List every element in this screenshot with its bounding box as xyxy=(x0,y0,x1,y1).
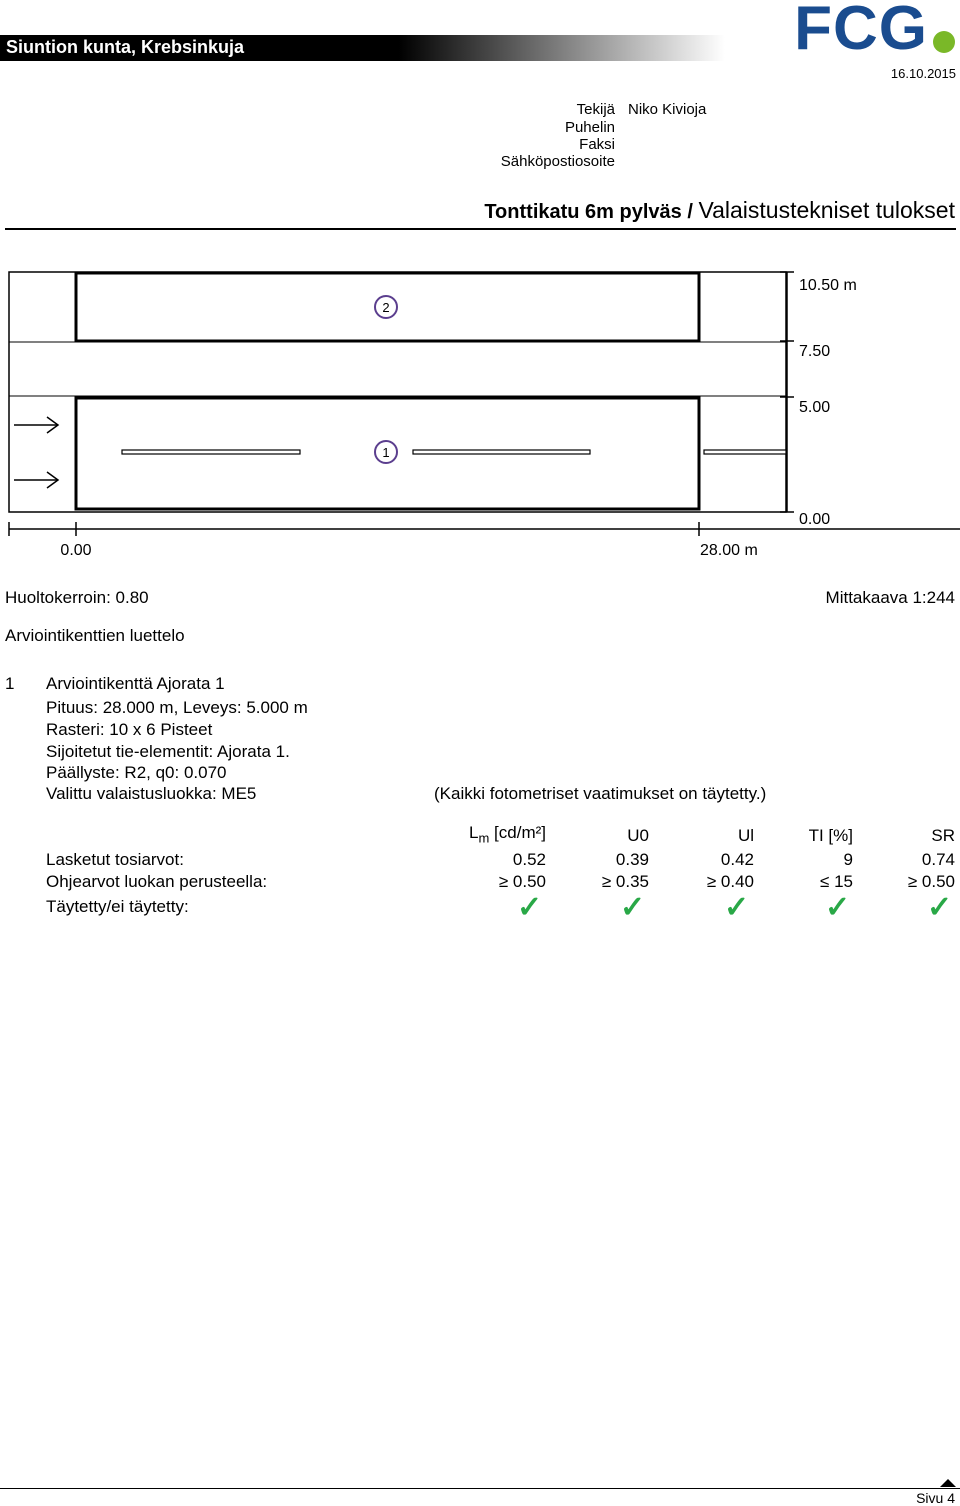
title-part-1: Tonttikatu 6m pylväs / xyxy=(484,201,699,223)
x-label-28-00: 28.00 m xyxy=(700,542,758,559)
y-label-7-50: 7.50 xyxy=(799,343,831,360)
y-label-5-00: 5.00 xyxy=(799,399,831,416)
title-part-2: Valaistustekniset tulokset xyxy=(698,197,955,223)
project-title: Siuntion kunta, Krebsinkuja xyxy=(6,37,245,57)
req-u0: ≥ 0.35 xyxy=(601,872,649,891)
req-ti: ≤ 15 xyxy=(820,872,853,891)
header-u0: U0 xyxy=(627,826,649,845)
y-label-0-00: 0.00 xyxy=(799,511,831,528)
requirements-note: (Kaikki fotometriset vaatimukset on täytetty.) xyxy=(434,784,767,803)
req-lm: ≥ 0.50 xyxy=(498,872,546,891)
check-icon: ✓ xyxy=(927,891,953,924)
header-lm xyxy=(469,823,546,845)
lm-subscript: m xyxy=(478,830,490,846)
luminaire-1 xyxy=(122,450,300,454)
calc-u0: 0.39 xyxy=(615,850,649,869)
field-detail: Valittu valaistusluokka: ME5 xyxy=(46,784,257,803)
lm-unit: [cd/m²] xyxy=(489,823,546,842)
author-label: Tekijä xyxy=(576,101,615,118)
page-number: Sivu 4 xyxy=(916,1490,955,1506)
check-icon: ✓ xyxy=(724,891,750,924)
fcg-logo: FCG xyxy=(794,0,928,63)
luminaire-3 xyxy=(704,450,786,454)
header-ti: TI [%] xyxy=(808,826,853,845)
row-label-required: Ohjearvot luokan perusteella: xyxy=(46,872,268,891)
row-label-calculated: Lasketut tosiarvot: xyxy=(46,850,184,869)
footer-line xyxy=(0,1488,960,1489)
lm-symbol: L xyxy=(469,823,479,842)
maintenance-factor: Huoltokerroin: 0.80 xyxy=(5,588,149,607)
field-detail: Rasteri: 10 x 6 Pisteet xyxy=(46,720,213,739)
title-bar xyxy=(0,35,725,61)
y-label-10-50: 10.50 m xyxy=(799,277,857,294)
calc-ti: 9 xyxy=(843,850,853,869)
req-ul: ≥ 0.40 xyxy=(706,872,754,891)
phone-label: Puhelin xyxy=(564,119,615,136)
direction-arrow-2 xyxy=(14,472,58,488)
check-icon: ✓ xyxy=(825,891,851,924)
document-title xyxy=(484,197,955,224)
marker-1: 1 xyxy=(382,445,390,460)
page-up-icon xyxy=(940,1478,956,1488)
calc-lm: 0.52 xyxy=(512,850,546,869)
section-title: Arviointikenttien luettelo xyxy=(5,626,185,645)
field-name: Arviointikenttä Ajorata 1 xyxy=(46,674,225,693)
calc-ul: 0.42 xyxy=(720,850,754,869)
field-detail: Päällyste: R2, q0: 0.070 xyxy=(46,763,227,782)
check-icon: ✓ xyxy=(620,891,646,924)
author-name: Niko Kivioja xyxy=(628,101,707,118)
title-rule xyxy=(5,228,956,230)
x-label-0-00: 0.00 xyxy=(60,542,92,559)
fax-label: Faksi xyxy=(579,136,615,153)
field-number: 1 xyxy=(5,674,15,693)
email-label: Sähköpostiosoite xyxy=(500,153,615,170)
field-detail: Pituus: 28.000 m, Leveys: 5.000 m xyxy=(46,698,308,717)
direction-arrow-1 xyxy=(14,417,58,433)
logo-dot-icon xyxy=(933,31,955,53)
header-ul: Ul xyxy=(737,826,754,845)
road-drawing xyxy=(0,260,960,570)
row-label-fulfilled: Täytetty/ei täytetty: xyxy=(46,897,189,916)
header-sr: SR xyxy=(931,826,955,845)
req-sr: ≥ 0.50 xyxy=(907,872,955,891)
report-date: 16.10.2015 xyxy=(890,66,956,81)
check-icon: ✓ xyxy=(517,891,543,924)
calc-sr: 0.74 xyxy=(921,850,955,869)
drawing-scale: Mittakaava 1:244 xyxy=(825,588,955,607)
marker-2: 2 xyxy=(382,300,390,315)
field-detail: Sijoitetut tie-elementit: Ajorata 1. xyxy=(46,742,290,761)
luminaire-2 xyxy=(413,450,590,454)
